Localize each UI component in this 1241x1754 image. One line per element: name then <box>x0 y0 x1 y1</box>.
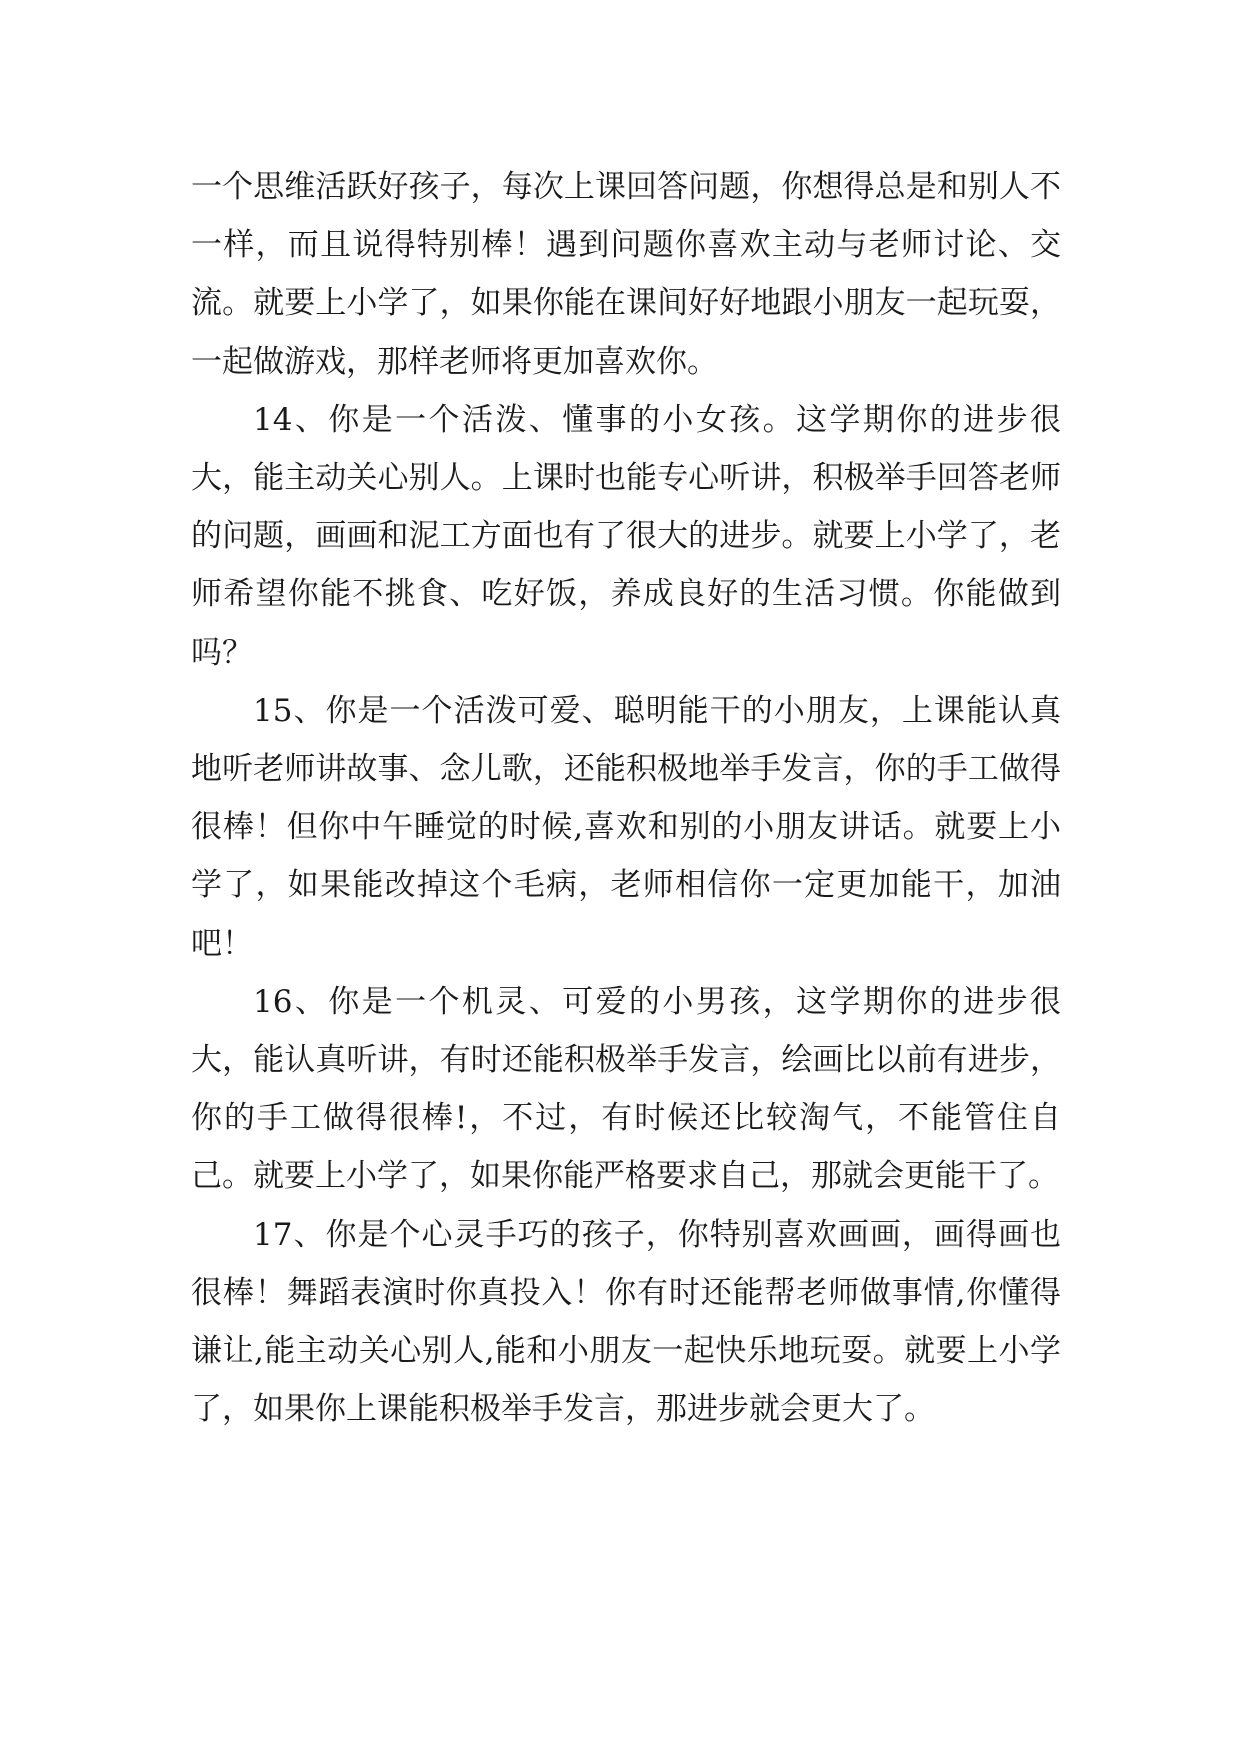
paragraph-14: 14、你是一个活泼、懂事的小女孩。这学期你的进步很大，能主动关心别人。上课时也能专心听讲，积极举手回答老师的问题，画画和泥工方面也有了很大的进步。就要上小学了，老师希望你能不挑食、吃好饭，养成良好的生活习惯。你能做到吗？ <box>191 401 1061 671</box>
body-text <box>191 158 1061 1438</box>
paragraph-13-continued: 一个思维活跃好孩子，每次上课回答问题，你想得总是和别人不一样，而且说得特别棒！遇到问题你喜欢主动与老师讨论、交流。就要上小学了，如果你能在课间好好地跟小朋友一起玩耍，一起做游戏，那样老师将更加喜欢你。 <box>191 169 1061 380</box>
paragraph-16: 16、你是一个机灵、可爱的小男孩，这学期你的进步很大，能认真听讲，有时还能积极举手发言，绘画比以前有进步，你的手工做得很棒!，不过，有时候还比较淘气，不能管住自己。就要上小学了，如果你能严格要求自己，那就会更能干了。 <box>191 983 1061 1195</box>
paragraph-15: 15、你是一个活泼可爱、聪明能干的小朋友，上课能认真地听老师讲故事、念儿歌，还能积极地举手发言，你的手工做得很棒！但你中午睡觉的时候,喜欢和别的小朋友讲话。就要上小学了，如果能改掉这个毛病，老师相信你一定更加能干，加油吧！ <box>191 692 1061 962</box>
paragraph-17: 17、你是个心灵手巧的孩子，你特别喜欢画画，画得画也很棒！舞蹈表演时你真投入！你有时还能帮老师做事情,你懂得谦让,能主动关心别人,能和小朋友一起快乐地玩耍。就要上小学了，如果你上课能积极举手发言，那进步就会更大了。 <box>191 1216 1061 1428</box>
